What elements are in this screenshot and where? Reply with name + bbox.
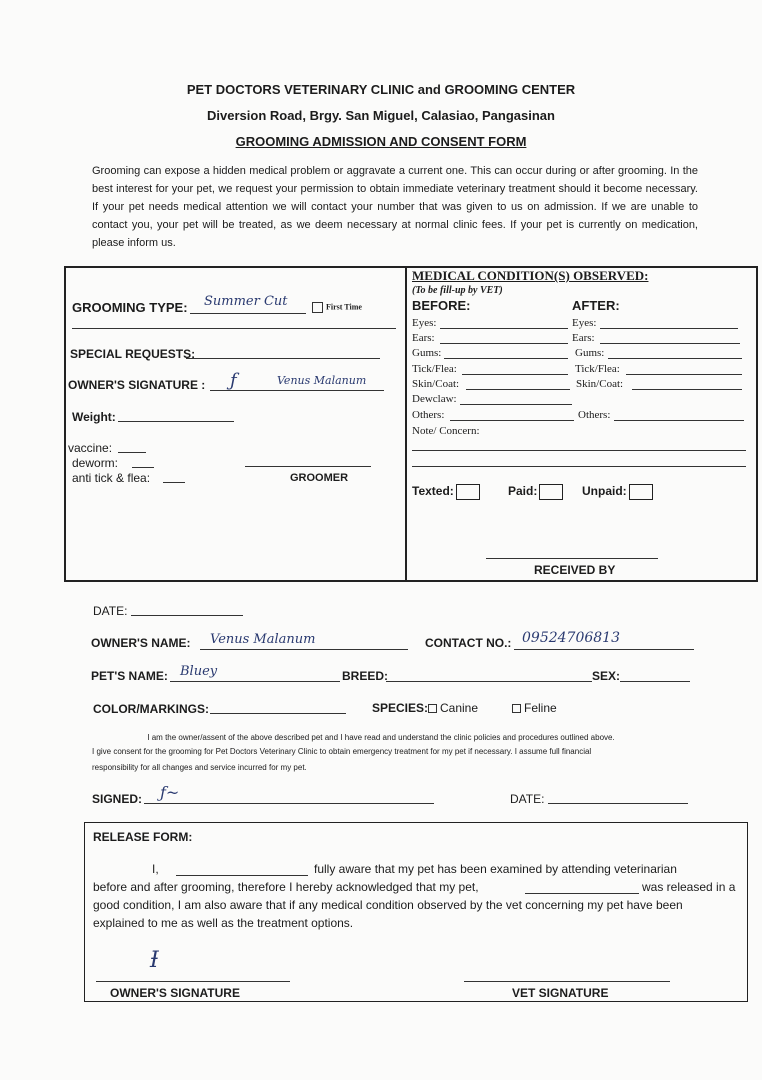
release-owner-signature-line[interactable] xyxy=(96,981,290,982)
before-skin-field[interactable] xyxy=(466,389,570,390)
before-ears-field[interactable] xyxy=(440,343,568,344)
release-text-c: was released in a xyxy=(642,880,736,894)
after-gums-label: Gums: xyxy=(575,347,605,359)
release-form-box xyxy=(84,822,748,1002)
first-time-checkbox[interactable] xyxy=(312,302,362,313)
after-skin-field[interactable] xyxy=(632,389,742,390)
unpaid-label: Unpaid: xyxy=(582,484,627,499)
anti-tick-field[interactable] xyxy=(163,482,185,483)
after-gums-field[interactable] xyxy=(608,358,742,359)
before-others-field[interactable] xyxy=(450,420,574,421)
after-ears-label: Ears: xyxy=(572,332,595,344)
canine-label: Canine xyxy=(440,701,479,715)
after-ears-field[interactable] xyxy=(600,343,740,344)
date-label: DATE: xyxy=(93,604,128,618)
owner-name-value[interactable]: Venus Malanum xyxy=(210,632,316,647)
weight-field[interactable] xyxy=(118,421,234,422)
form-title: GROOMING ADMISSION AND CONSENT FORM xyxy=(235,134,527,149)
release-pet-field[interactable] xyxy=(525,893,639,894)
release-owner-signature-label: OWNER'S SIGNATURE xyxy=(110,986,240,1000)
checkbox-square-icon xyxy=(629,484,653,500)
release-title: RELEASE FORM: xyxy=(93,830,193,844)
clinic-name: PET DOCTORS VETERINARY CLINIC and GROOMING CENTER xyxy=(186,82,576,97)
before-eyes-label: Eyes: xyxy=(412,317,437,329)
contact-label: CONTACT NO.: xyxy=(425,636,512,650)
clinic-address: Diversion Road, Brgy. San Miguel, Calasiao, Pangasinan xyxy=(207,108,555,123)
release-vet-signature-label: VET SIGNATURE xyxy=(512,986,609,1000)
release-vet-signature-line[interactable] xyxy=(464,981,670,982)
weight-label: Weight: xyxy=(72,410,116,424)
color-markings-field[interactable] xyxy=(210,713,346,714)
release-text-b: before and after grooming, therefore I hereby acknowledged that my pet, xyxy=(93,880,479,894)
species-label: SPECIES: xyxy=(372,701,429,715)
deworm-label: deworm: xyxy=(72,456,119,470)
checkbox-square-icon xyxy=(456,484,480,500)
grooming-type-label: GROOMING TYPE: xyxy=(72,300,188,315)
before-dewclaw-label: Dewclaw: xyxy=(412,393,457,405)
medical-subtitle: (To be fill-up by VET) xyxy=(412,285,503,296)
owner-signature-label: OWNER'S SIGNATURE : xyxy=(68,378,206,392)
before-label: BEFORE: xyxy=(412,298,471,313)
before-tick-field[interactable] xyxy=(462,374,568,375)
contact-value[interactable]: 09524706813 xyxy=(522,630,620,646)
received-by-label: RECEIVED BY xyxy=(534,563,616,577)
groomer-signature-line[interactable] xyxy=(245,466,371,467)
before-skin-label: Skin/Coat: xyxy=(412,378,460,390)
consent-date-field[interactable] xyxy=(548,803,688,804)
groomer-label: GROOMER xyxy=(290,472,349,484)
consent-date-label: DATE: xyxy=(510,792,545,806)
before-others-label: Others: xyxy=(412,409,445,421)
release-name-field[interactable] xyxy=(176,875,308,876)
signed-label: SIGNED: xyxy=(92,792,143,806)
texted-checkbox[interactable] xyxy=(412,484,480,500)
checkbox-square-icon xyxy=(312,302,323,313)
release-i-label: I, xyxy=(152,862,159,876)
before-ears-label: Ears: xyxy=(412,332,435,344)
release-text-a: fully aware that my pet has been examined by attending veterinarian xyxy=(314,862,677,876)
consent-line-3: responsibility for all changes and service incurred for my pet. xyxy=(92,763,307,772)
deworm-field[interactable] xyxy=(132,467,154,468)
anti-tick-label: anti tick & flea: xyxy=(72,471,151,485)
after-eyes-label: Eyes: xyxy=(572,317,597,329)
breed-label: BREED: xyxy=(342,669,389,683)
release-text-e: explained to me as well as the treatment options. xyxy=(93,916,354,930)
first-time-label: First Time xyxy=(326,302,362,312)
note-field-line-2[interactable] xyxy=(412,466,746,467)
grooming-type-value[interactable]: Summer Cut xyxy=(204,294,288,309)
paid-checkbox[interactable] xyxy=(508,484,563,500)
pet-name-label: PET'S NAME: xyxy=(91,669,168,683)
owner-signature-value[interactable]: Venus Malanum xyxy=(277,374,367,387)
unpaid-checkbox[interactable] xyxy=(582,484,653,500)
release-text-d: good condition, I am also aware that if any medical condition observed by the vet concerning my pet have been xyxy=(93,898,683,912)
release-signature-scribble-icon: Ɨ xyxy=(150,948,159,973)
after-others-label: Others: xyxy=(578,409,611,421)
checkbox-square-icon xyxy=(428,704,437,713)
canine-option[interactable] xyxy=(428,701,478,715)
after-tick-field[interactable] xyxy=(626,374,742,375)
consent-line-2: I give consent for the grooming for Pet Doctors Veterinary Clinic to obtain emergency treatment for my pet if necessary. I assume full financial xyxy=(92,747,592,756)
before-tick-label: Tick/Flea: xyxy=(412,363,457,375)
medical-title: MEDICAL CONDITION(S) OBSERVED: xyxy=(412,268,649,283)
pet-name-value[interactable]: Bluey xyxy=(180,664,218,679)
checkbox-square-icon xyxy=(512,704,521,713)
paid-label: Paid: xyxy=(508,484,538,499)
after-others-field[interactable] xyxy=(614,420,744,421)
note-field-line-1[interactable] xyxy=(412,450,746,451)
special-requests-label: SPECIAL REQUESTS: xyxy=(70,347,196,361)
before-gums-label: Gums: xyxy=(412,347,442,359)
before-gums-field[interactable] xyxy=(444,358,568,359)
sex-label: SEX: xyxy=(592,669,621,683)
owner-name-label: OWNER'S NAME: xyxy=(91,636,191,650)
date-field[interactable] xyxy=(131,615,243,616)
feline-label: Feline xyxy=(524,701,557,715)
consent-line-1: I am the owner/assent of the above described pet and I have read and understand the clinic policies and procedures outlined above. xyxy=(147,733,615,742)
intro-paragraph: Grooming can expose a hidden medical problem or aggravate a current one. This can occur during or after grooming. In the best interest for your pet, we request your permission to obtain immediate veterinary treatment should it become necessary. If your pet needs medical attention we will contact your number that was given to us on admission. If we are unable to contact you, your pet will be treated, as we deem necessary at normal clinic fees. If your pet is currently on medication, please inform us. xyxy=(92,165,698,249)
note-label: Note/ Concern: xyxy=(412,425,480,437)
received-by-line[interactable] xyxy=(486,558,658,559)
signed-field[interactable] xyxy=(144,803,434,804)
signed-scribble-icon: ƒ~ xyxy=(160,783,180,802)
after-skin-label: Skin/Coat: xyxy=(576,378,624,390)
vaccine-label: vaccine: xyxy=(68,441,113,455)
before-dewclaw-field[interactable] xyxy=(460,404,572,405)
sex-field[interactable] xyxy=(620,681,690,682)
before-eyes-field[interactable] xyxy=(440,328,568,329)
column-divider xyxy=(405,266,407,580)
after-tick-label: Tick/Flea: xyxy=(575,363,620,375)
signature-scribble-icon: ƒ xyxy=(230,370,237,391)
after-label: AFTER: xyxy=(572,298,620,313)
checkbox-square-icon xyxy=(539,484,563,500)
breed-field[interactable] xyxy=(386,681,592,682)
special-requests-field[interactable] xyxy=(186,358,380,359)
color-markings-label: COLOR/MARKINGS: xyxy=(93,702,209,716)
texted-label: Texted: xyxy=(412,484,454,499)
vaccine-field[interactable] xyxy=(118,452,146,453)
feline-option[interactable] xyxy=(512,701,557,715)
after-eyes-field[interactable] xyxy=(600,328,738,329)
